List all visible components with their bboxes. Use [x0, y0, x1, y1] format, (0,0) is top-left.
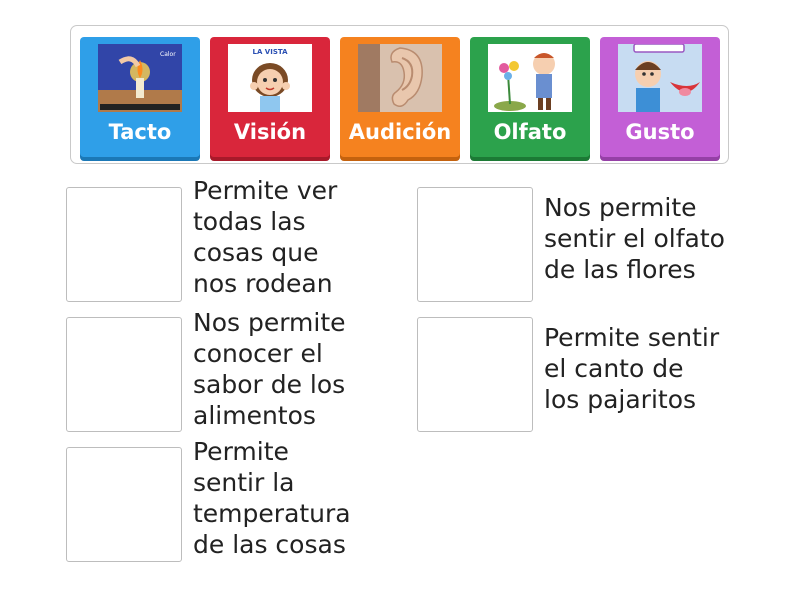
prompt-text: Permite sentir el canto de los pajaritos	[544, 323, 720, 414]
drop-slot[interactable]	[417, 187, 533, 302]
prompt-text: Nos permite conocer el sabor de los alimentos	[193, 308, 346, 430]
card-gusto[interactable]	[600, 37, 720, 157]
drop-slot[interactable]	[66, 317, 182, 432]
svg-text:Calor: Calor	[160, 51, 176, 58]
card-label: Tacto	[108, 120, 172, 144]
boy-tongue-image	[618, 44, 702, 112]
card-label: Audición	[348, 120, 452, 144]
card-vision[interactable]	[210, 37, 330, 157]
card-label: Visión	[233, 120, 307, 144]
candle-flame-image	[98, 44, 182, 112]
card-olfato[interactable]	[470, 37, 590, 157]
ear-image	[358, 44, 442, 112]
prompt-text: Nos permite sentir el olfato de las flores	[544, 193, 725, 284]
girl-eyes-image	[228, 44, 312, 112]
card-label: Olfato	[493, 120, 567, 144]
drop-slot[interactable]	[66, 187, 182, 302]
card-audicion[interactable]	[340, 37, 460, 157]
image-caption: LA VISTA	[252, 48, 288, 56]
answer-tray	[70, 25, 729, 164]
drop-slot[interactable]	[417, 317, 533, 432]
card-tacto[interactable]	[80, 37, 200, 157]
drop-slot[interactable]	[66, 447, 182, 562]
boy-smelling-flowers-image	[488, 44, 572, 112]
prompt-text: Permite ver todas las cosas que nos rodean	[193, 176, 338, 298]
prompt-text: Permite sentir la temperatura de las cosas	[193, 437, 351, 559]
card-label: Gusto	[625, 120, 695, 144]
